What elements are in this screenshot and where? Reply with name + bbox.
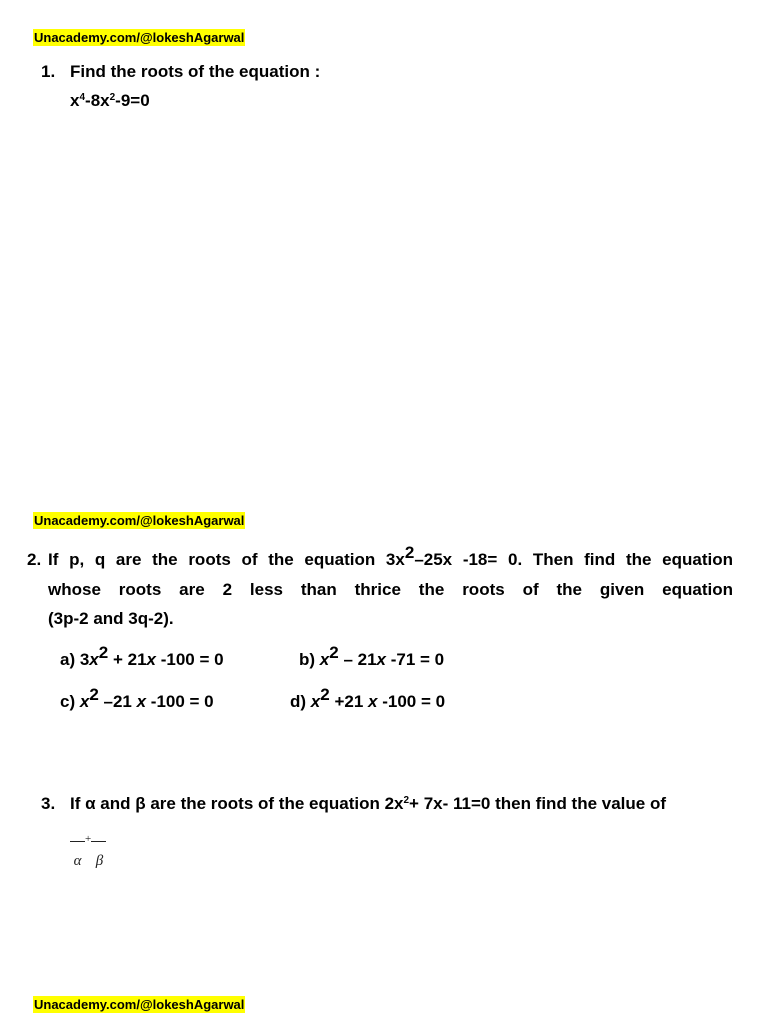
option-term: – 21 — [338, 650, 377, 669]
q2-text: –25x -18= 0. Then find the equation — [414, 550, 733, 569]
eq-var: x — [70, 91, 80, 110]
question-2-line-2: whose roots are 2 less than thrice the roots of the given equation — [48, 580, 733, 599]
option-var: x — [136, 692, 147, 711]
question-3 — [41, 794, 733, 814]
option-var: x — [376, 650, 386, 669]
option-label: b) — [299, 650, 320, 669]
option-exponent: 2 — [89, 685, 99, 704]
option-label: d) — [290, 692, 311, 711]
option-var: x — [310, 692, 321, 711]
question-2-line-3: (3p-2 and 3q-2). — [48, 609, 174, 628]
plus-sign: + — [85, 833, 92, 845]
question-1 — [41, 62, 320, 82]
eq-term: -9=0 — [115, 91, 150, 110]
option-var: x — [319, 650, 330, 669]
question-2-number: 2. — [27, 550, 42, 569]
question-3-number: 3. — [41, 794, 56, 813]
option-b — [299, 643, 445, 670]
option-exponent: 2 — [98, 643, 109, 662]
q3-exponent: 2 — [403, 795, 410, 806]
option-var: x — [368, 692, 378, 711]
option-exponent: 2 — [320, 685, 330, 704]
option-exponent: 2 — [329, 643, 339, 662]
question-1-number: 1. — [41, 62, 56, 81]
option-d — [290, 685, 446, 712]
option-c — [60, 685, 214, 712]
option-term: -100 = 0 — [377, 692, 446, 711]
option-term: -100 = 0 — [146, 692, 214, 711]
eq-exponent: 4 — [79, 92, 86, 103]
alpha-beta-expression — [70, 833, 107, 870]
option-term: + 21 — [108, 650, 147, 669]
option-term: -71 = 0 — [386, 650, 445, 669]
q2-exponent: 2 — [404, 543, 415, 562]
fraction-bar — [70, 841, 85, 842]
question-2-line-1 — [48, 543, 733, 570]
q3-text: If α and β are the roots of the equation 2x — [70, 794, 404, 813]
q3-text: + 7x- 11=0 then find the value of — [409, 794, 667, 813]
eq-exponent: 2 — [109, 92, 116, 103]
option-var: x — [79, 692, 90, 711]
beta-symbol: β — [95, 853, 104, 869]
question-1-equation — [70, 91, 150, 111]
fraction-bar — [91, 841, 106, 842]
option-term: -100 = 0 — [156, 650, 224, 669]
option-label: a) 3 — [60, 650, 90, 669]
eq-term: -8x — [85, 91, 110, 110]
question-1-text: Find the roots of the equation : — [70, 62, 321, 81]
option-term: +21 — [329, 692, 369, 711]
watermark-top: Unacademy.com/@lokeshAgarwal — [34, 30, 245, 45]
option-term: –21 — [98, 692, 137, 711]
option-var: x — [89, 650, 99, 669]
alpha-symbol: α — [73, 853, 82, 869]
watermark-middle: Unacademy.com/@lokeshAgarwal — [34, 513, 245, 528]
option-a — [60, 643, 224, 670]
q2-text: If p, q are the roots of the equation 3x — [48, 550, 405, 569]
option-var: x — [146, 650, 156, 669]
option-label: c) — [60, 692, 80, 711]
watermark-bottom: Unacademy.com/@lokeshAgarwal — [34, 997, 245, 1012]
